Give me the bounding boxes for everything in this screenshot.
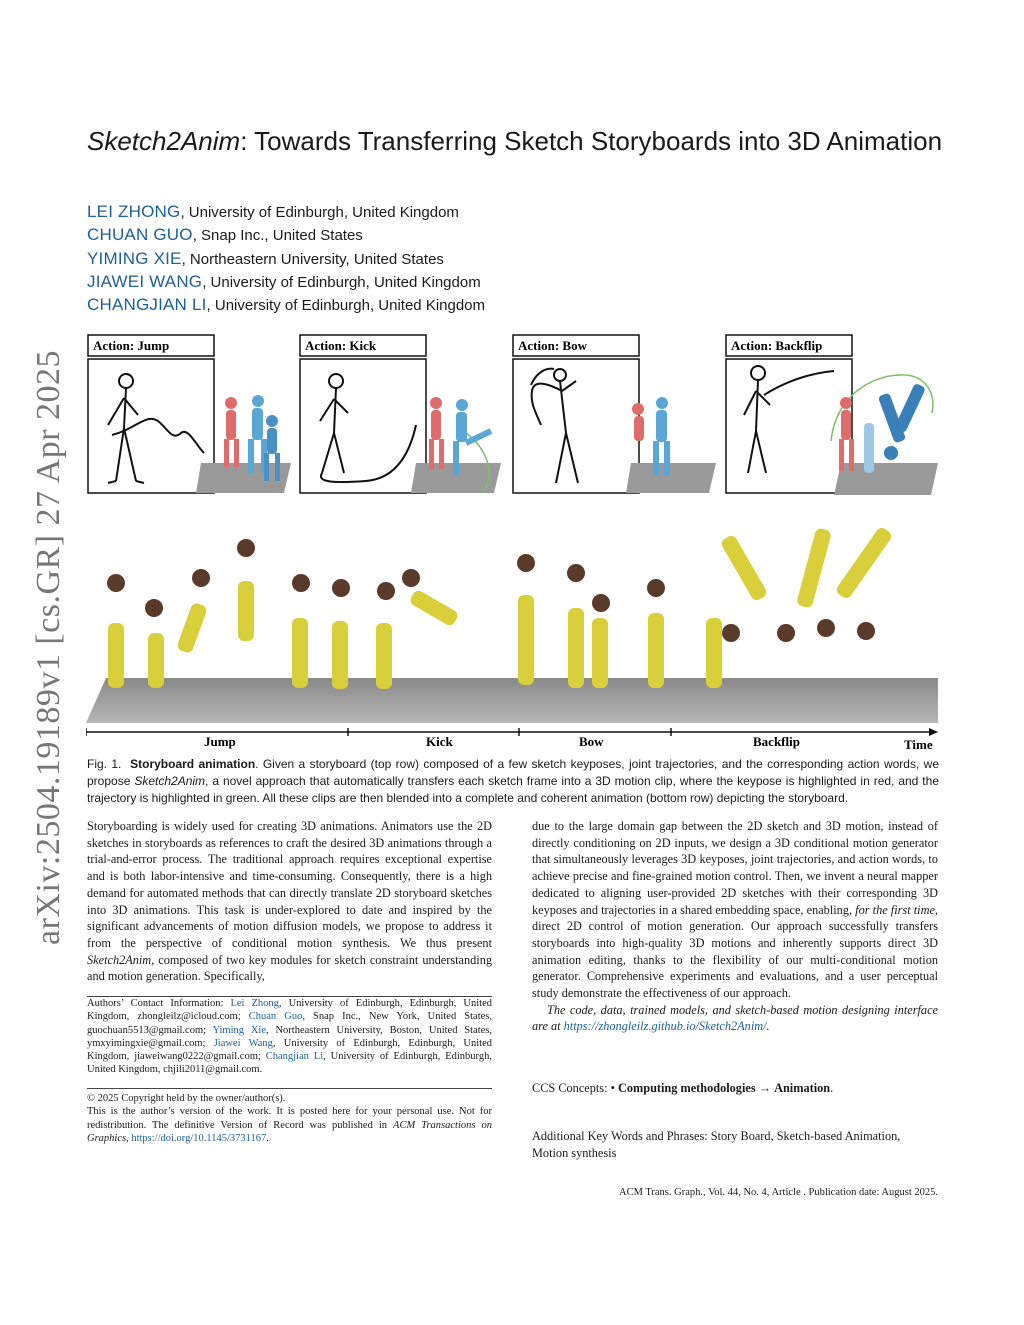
timeline-label-jump: Jump [204,734,236,749]
caption-italic: Sketch2Anim [134,774,206,788]
caption-text: . Given a storyboard (top row) composed of a few sketch keyposes, joint trajectories, and the corresponding action words, we propose [87,757,939,788]
ccs-arrow: → [755,1081,775,1095]
author-name[interactable]: LEI ZHONG [87,202,181,221]
abstract-paragraph [532,818,938,1002]
contact-name-link[interactable]: Chuan Guo [248,1011,303,1023]
ccs-end: . [830,1081,834,1095]
abstract-text: , composed of two key modules for sketch constraint understanding and motion generation. Specifically, [87,952,492,984]
version-text: This is the author’s version of the work. It is posted here for your personal use. Not for redistribution. The definitive Version of Record was published in [87,1106,492,1131]
author-affiliation: , Snap Inc., United States [192,227,363,245]
timeline-label-bow: Bow [579,734,604,749]
contact-details: , Northeastern University, Boston, United States, ymxyimingxie@gmail.com; [87,1024,492,1049]
author-name[interactable]: JIAWEI WANG [87,271,203,291]
journal-footer: ACM Trans. Graph., Vol. 44, No. 4, Article . Publication date: August 2025. [619,1187,938,1198]
author-line [87,293,485,316]
author-line [87,247,485,270]
author-affiliation: , University of Edinburgh, United Kingdom [202,273,481,291]
paper-title [87,124,947,158]
copyright-line: © 2025 Copyright held by the owner/author(s). [87,1093,286,1104]
author-affiliation: , Northeastern University, United States [181,250,444,268]
author-contact-footnote [87,997,492,1077]
figure-caption [87,756,939,807]
abstract-italic: for the first time [855,902,935,917]
ccs-bold: Computing methodologies [617,1081,756,1095]
contact-details: , University of Edinburgh, Edinburgh, United Kingdom, jiaweiwang0222@gmail.com; [87,1037,492,1063]
contact-details: , University of Edinburgh, Edinburgh, United Kingdom, chjili2011@gmail.com. [87,1051,492,1076]
title-italic: Sketch2Anim [87,126,241,156]
author-line [87,223,485,246]
timeline-axis [86,728,938,752]
animation-strip [86,526,938,752]
keywords: Additional Key Words and Phrases: Story Board, Sketch-based Animation, Motion synthesis [532,1129,901,1160]
contact-name-link[interactable]: Yiming Xie [212,1024,266,1036]
ccs-bold: Animation [774,1081,831,1095]
version-sep: , [126,1132,132,1144]
abstract-right-column [532,818,938,1035]
contact-name-link[interactable]: Lei Zhong [230,998,279,1009]
code-text: The code, data, trained models, and sketch-based motion designing interface are at [532,1002,938,1034]
code-end: . [766,1019,770,1034]
author-affiliation: , University of Edinburgh, United Kingdom [206,297,486,315]
author-line [87,270,485,293]
timeline-label-kick: Kick [426,734,453,749]
storyboard-panel-kick [300,335,501,493]
caption-bold: Storyboard animation [130,757,256,771]
teaser-figure [86,333,940,755]
storyboard-panel-jump [88,335,291,493]
author-affiliation: , University of Edinburgh, United Kingdom [180,204,459,221]
ccs-concepts [532,1081,938,1096]
author-list [87,200,485,316]
copyright-footnote [87,1092,492,1145]
storyboard-panel-backflip [726,335,938,495]
author-line [87,200,485,223]
abstract-text: , direct 2D control of motion generation. Our approach successfully transfers storyboards into high-quality 3D motions and inherently supports direct 3D animation editing, thanks to the flexibility of our multi-conditional motion generator. Comprehensive experiments and evaluations, and a user perceptual study demonstrate the effectiveness of our approach. [532,902,938,1001]
contact-details: , Snap Inc., New York, United States, guochuan5513@gmail.com; [87,1011,493,1036]
author-name[interactable]: YIMING XIE [87,248,182,268]
action-label: Action: Backflip [731,338,823,353]
caption-text: , a novel approach that automatically transfers each sketch frame into a 3D motion clip, where the keypose is highlighted in red, and the trajectory is highlighted in green. All these clips are then blended into a complete and coherent animation (bottom row) depicting the storyboard. [87,774,939,805]
code-availability-paragraph [532,1002,938,1035]
action-label: Action: Kick [305,338,377,353]
contact-label: Authors’ Contact Information: [87,998,231,1009]
arxiv-identifier: arXiv:2504.19189v1 [cs.GR] 27 Apr 2025 [30,349,67,945]
abstract-left-column [87,818,492,985]
storyboard-panel-bow [513,335,716,493]
timeline-label-time: Time [904,737,933,752]
abstract-text: Storyboarding is widely used for creating 3D animations. Animators use the 2D sketches in storyboards as references to craft the desired 3D animations through a trial-and-error process. The traditional approach requires exceptional expertise and is both labor-intensive and time-consuming. Consequently, there is a high demand for automated methods that can directly translate 2D storyboard sketches into 3D animations. This task is under-explored to date and inspired by the significant advancements of motion diffusion models, we propose to address it from the perspective of conditional motion synthesis. We thus present [87,819,492,950]
doi-link[interactable]: https://doi.org/10.1145/3731167 [131,1132,267,1144]
abstract-italic: Sketch2Anim [87,952,152,967]
caption-prefix: Fig. 1. [87,757,122,771]
version-end: . [266,1132,269,1144]
abstract-text: due to the large domain gap between the 2D sketch and 3D motion, instead of directly conditioning on 2D inputs, we design a 3D conditional motion generator that simultaneously leverages 3D keyposes, joint trajectories, and action words, to achieve precise and fine-grained motion control. Then, we invent a neural mapper dedicated to aligning user-provided 2D sketches with their corresponding 3D keyposes and trajectories in a shared embedding space, enabling, [532,819,938,917]
author-name[interactable]: CHANGJIAN LI [87,295,207,315]
animated-character-sequence [107,526,893,689]
copyright-rule [87,1088,492,1089]
contact-details: , University of Edinburgh, Edinburgh, United Kingdom, zhongleilz@icloud.com; [87,998,493,1023]
title-rest: : Towards Transferring Sketch Storyboards into 3D Animation [240,126,943,156]
timeline-label-backflip: Backflip [753,734,800,749]
author-name[interactable]: CHUAN GUO [87,225,193,245]
contact-name-link[interactable]: Changjian Li [265,1051,324,1063]
journal-name: ACM Transactions on Graphics [87,1119,492,1144]
action-label: Action: Bow [518,338,587,353]
ccs-label: CCS Concepts: • [532,1081,618,1095]
contact-name-link[interactable]: Jiawei Wang [213,1037,273,1049]
project-url-link[interactable]: https://zhongleilz.github.io/Sketch2Anim/ [563,1019,767,1034]
action-label: Action: Jump [93,338,170,353]
